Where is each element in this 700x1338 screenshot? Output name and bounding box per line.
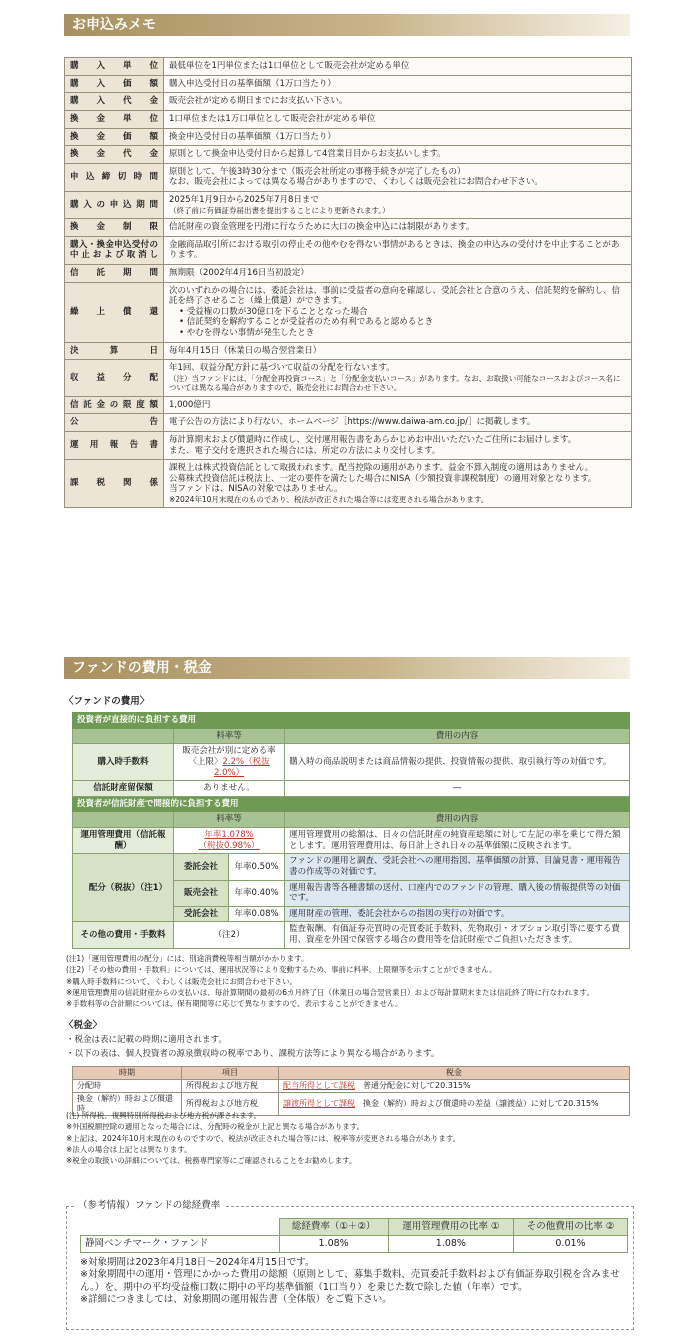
reserve-label: 信託財産留保額	[73, 781, 174, 797]
memo-key: 換金価額	[65, 128, 164, 146]
memo-value: 信託財産の資金管理を円滑に行なうために大口の換金申込には制限があります。	[164, 219, 632, 237]
ref-fund-name: 静岡ベンチマーク・ファンド	[81, 1235, 280, 1252]
alloc-label: 配分（税抜）（注1）	[73, 854, 174, 922]
memo-value: 原則として、午後3時30分まで（販売会社所定の事務手続きが完了したもの） なお、販売会社によっては異なる場合がありますので、くわしくは販売会社にお問合わせ下さい。	[164, 163, 632, 191]
memo-key: 決算日	[65, 342, 164, 360]
application-memo-table	[64, 57, 632, 508]
fee-heading: 〈ファンドの費用〉	[64, 696, 150, 707]
memo-value: 次のいずれかの場合には、委託会社は、事前に受益者の意向を確認し、受託会社と合意のうえ、信託契約を解約し、信託を終了させること（繰上償還）ができます。 • 受益権の口数が30億口を下ることとなった場合 • 信託契約を解約することが受益者のため有利であると認めるとき • やむを得ない事情が発生したとき	[164, 282, 632, 342]
fee-table	[72, 712, 630, 949]
alloc-rate: 年率0.50%	[229, 854, 285, 880]
alloc-desc: 運用財産の管理、委託会社からの指図の実行の対価です。	[285, 906, 630, 922]
memo-key: 換金制限	[65, 219, 164, 237]
memo-key: 繰上償還	[65, 282, 164, 342]
memo-value: 年1回、収益分配方針に基づいて収益の分配を行ないます。 （注）当ファンドには、「分配金再投資コース」と「分配金支払いコース」があります。なお、お取扱い可能なコースおよびコース名については異なる場合がありますので、販売会社にお問合わせ下さい。	[164, 360, 632, 396]
alloc-rate: 年率0.40%	[229, 880, 285, 906]
memo-key: 購入の申込期間	[65, 192, 164, 219]
col-content-2: 費用の内容	[285, 812, 630, 828]
buy-fee-label: 購入時手数料	[73, 744, 174, 781]
reserve-desc: ―	[285, 781, 630, 797]
alloc-desc: ファンドの運用と調査、受託会社への運用指図、基準価額の計算、目論見書・運用報告書の作成等の対価です。	[285, 854, 630, 880]
memo-key: 信託金の限度額	[65, 396, 164, 414]
col-rate: 料率等	[174, 728, 285, 744]
col-content: 費用の内容	[285, 728, 630, 744]
memo-key: 収益分配	[65, 360, 164, 396]
alloc-name: 販売会社	[174, 880, 229, 906]
fee-band-direct: 投資者が直接的に負担する費用	[73, 713, 630, 729]
memo-value: 換金申込受付日の基準価額（1万口当たり）	[164, 128, 632, 146]
memo-key: 購入価額	[65, 75, 164, 93]
ref-col-other: その他費用の比率 ②	[513, 1219, 627, 1236]
ref-col-mgmt: 運用管理費用の比率 ①	[388, 1219, 513, 1236]
expense-ratio-table	[80, 1218, 628, 1253]
tax-col-tax: 税金	[279, 1067, 630, 1080]
tax-notes: (注) 所得税、復興特別所得税および地方税が課されます。 ※外国税額控除の適用となった場合には、分配時の税金が上記と異なる場合があります。 ※上記は、2024年10月末現在のものですので、税法が改正された場合等には、税率等が変更される場合があります。 ※法人の場合は上記とは異なります。 ※税金の取扱いの詳細については、税務専門家等にご確認されることをお勧めします。	[66, 1111, 461, 1165]
memo-key: 購入単位	[65, 58, 164, 76]
memo-key: 換金代金	[65, 146, 164, 164]
memo-value: 電子公告の方法により行ない、ホームページ［https://www.daiwa-am.co.jp/］に掲載します。	[164, 414, 632, 432]
memo-key: 公告	[65, 414, 164, 432]
memo-key: 申込締切時間	[65, 163, 164, 191]
memo-key: 信託期間	[65, 264, 164, 282]
memo-value: 原則として換金申込受付日から起算して4営業日目からお支払いします。	[164, 146, 632, 164]
memo-value: 最低単位を1円単位または1口単位として販売会社が定める単位	[164, 58, 632, 76]
mgmt-fee-desc: 運用管理費用の総額は、日々の信託財産の純資産総額に対して左記の率を乗じて得た額とします。運用管理費用は、毎日計上され日々の基準価額に反映されます。	[285, 828, 630, 854]
expense-ratio-notes: ※対象期間は2023年4月18日～2024年4月15日です。 ※対象期間中の運用・管理にかかった費用の総額（原則として、募集手数料、売買委託手数料および有価証券取引税を含みません。）を、期中の平均受益権口数に期中の平均基準価額（1口当り）を乗じた数で除した値（年率）です。 ※詳細につきましては、対象期間の運用報告書（全体版）をご覧下さい。	[80, 1257, 620, 1306]
tax-bullets: ・税金は表に記載の時期に適用されます。 ・以下の表は、個人投資者の源泉徴収時の税率であり、課税方法等により異なる場合があります。	[66, 1035, 440, 1059]
tax-table	[72, 1066, 630, 1116]
fee-band-indirect: 投資者が信託財産で間接的に負担する費用	[73, 796, 630, 812]
tax-item: 所得税および地方税	[182, 1080, 279, 1093]
tax-time: 分配時	[73, 1080, 182, 1093]
alloc-desc: 運用報告書等各種書類の送付、口座内でのファンドの管理、購入後の情報提供等の対価です。	[285, 880, 630, 906]
memo-key: 課税関係	[65, 460, 164, 508]
mgmt-fee-label: 運用管理費用（信託報酬）	[73, 828, 174, 854]
tax-item: 所得税および地方税	[182, 1093, 279, 1116]
other-fee-label: その他の費用・手数料	[73, 922, 174, 948]
expense-ratio-title: （参考情報）ファンドの総経費率	[74, 1200, 224, 1212]
memo-value: 毎年4月15日（休業日の場合翌営業日）	[164, 342, 632, 360]
other-fee-desc: 監査報酬、有価証券売買時の売買委託手数料、先物取引・オプション取引等に要する費用、資産を外国で保管する場合の費用等を信託財産でご負担いただきます。	[285, 922, 630, 948]
memo-value: 無期限（2002年4月16日当初設定）	[164, 264, 632, 282]
memo-value: 2025年1月9日から2025年7月8日まで （終了前に有価証券届出書を提出することにより更新されます。）	[164, 192, 632, 219]
tax-time: 換金（解約）時および償還時	[73, 1093, 182, 1116]
memo-value: 販売会社が定める期日までにお支払い下さい。	[164, 93, 632, 111]
section-title-application-memo: お申込みメモ	[64, 14, 630, 36]
other-fee-rate: （注2）	[174, 922, 285, 948]
tax-heading: 〈税金〉	[64, 1020, 103, 1031]
memo-value: 毎計算期末および償還時に作成し、交付運用報告書をあらかじめお申出いただいたご住所にお届けします。 また、電子交付を選択された場合には、所定の方法により交付します。	[164, 431, 632, 459]
fee-notes: (注1)「運用管理費用の配分」には、別途消費税等相当額がかかります。 (注2)「その他の費用・手数料」については、運用状況等により変動するため、事前に料率、上限額等を示すことができません。 ※購入時手数料について、くわしくは販売会社にお問合わせ下さい。 ※運用管理費用の信託財産からの支払いは、毎計算期間の最初の6カ月終了日（休業日の場合翌営業日）および毎計算期末または信託終了時に行なわれます。 ※手数料等の合計額については、保有期間等に応じて異なりますので、表示することができません。	[66, 954, 594, 1008]
memo-key: 購入代金	[65, 93, 164, 111]
ref-mgmt-value: 1.08%	[388, 1235, 513, 1252]
mgmt-fee-rate: 年率1.078% （税抜0.98%）	[174, 828, 285, 854]
ref-total-value: 1.08%	[279, 1235, 388, 1252]
memo-value: 1口単位または1万口単位として販売会社が定める単位	[164, 110, 632, 128]
memo-value: 金融商品取引所における取引の停止その他やむを得ない事情があるときは、換金の申込みの受付けを中止することがあります。	[164, 236, 632, 264]
tax-col-item: 項目	[182, 1067, 279, 1080]
ref-other-value: 0.01%	[513, 1235, 627, 1252]
memo-key: 購入・換金申込受付の中止および取消し	[65, 236, 164, 264]
tax-col-time: 時期	[73, 1067, 182, 1080]
reserve-rate: ありません。	[174, 781, 285, 797]
col-rate-2: 料率等	[174, 812, 285, 828]
alloc-name: 委託会社	[174, 854, 229, 880]
memo-key: 運用報告書	[65, 431, 164, 459]
memo-value: 1,000億円	[164, 396, 632, 414]
section-title-fees-taxes: ファンドの費用・税金	[64, 657, 630, 679]
tax-desc: 配当所得として課税 普通分配金に対して20.315%	[279, 1080, 630, 1093]
ref-col-total: 総経費率（①＋②）	[279, 1219, 388, 1236]
memo-key: 換金単位	[65, 110, 164, 128]
alloc-rate: 年率0.08%	[229, 906, 285, 922]
buy-fee-desc: 購入時の商品説明または商品情報の提供、投資情報の提供、取引執行等の対価です。	[285, 744, 630, 781]
memo-value: 課税上は株式投資信託として取扱われます。配当控除の適用があります。益金不算入制度の適用はありません。 公募株式投資信託は税法上、一定の要件を満たした場合にNISA（少額投資非課税制度）の適用対象となります。 当ファンドは、NISAの対象ではありません。 ※2024年10月末現在のものであり、税法が改正された場合等には変更される場合があります。	[164, 460, 632, 508]
memo-value: 購入申込受付日の基準価額（1万口当たり）	[164, 75, 632, 93]
buy-fee-rate: 販売会社が別に定める率 〈上限〉2.2%（税抜2.0%）	[174, 744, 285, 781]
alloc-name: 受託会社	[174, 906, 229, 922]
tax-desc: 譲渡所得として課税 換金（解約）時および償還時の差益（譲渡益）に対して20.315%	[279, 1093, 630, 1116]
